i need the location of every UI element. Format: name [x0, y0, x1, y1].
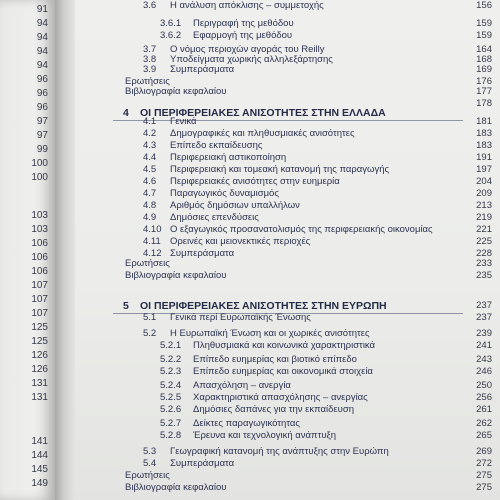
- toc-entry-title: Εφαρμογή της μεθόδου: [193, 30, 293, 41]
- toc-entry-title: Βιβλιογραφία κεφαλαίου: [125, 482, 227, 493]
- previous-page-number: 103: [31, 210, 48, 221]
- previous-page: [0, 0, 55, 500]
- toc-entry-title: Υποδείγματα χωρικής αλληλεξάρτησης: [170, 54, 333, 65]
- toc-entry-page: 209: [476, 188, 492, 199]
- toc-entry-title: Συμπεράσματα: [170, 458, 235, 469]
- table-of-contents-page: [75, 0, 500, 500]
- toc-entry-page: 237: [476, 300, 492, 311]
- previous-page-number: 94: [36, 46, 48, 57]
- toc-entry-page: 275: [476, 470, 492, 481]
- toc-entry-page: 219: [476, 212, 492, 223]
- toc-entry-title: Ερωτήσεις: [125, 470, 170, 481]
- toc-entry-number: 4: [123, 107, 129, 119]
- toc-entry-page: 213: [476, 200, 492, 211]
- toc-entry-page: 181: [476, 116, 492, 127]
- toc-entry-page: 177: [476, 86, 492, 97]
- toc-entry-title: Παραγωγικός δυναμισμός: [170, 188, 279, 199]
- toc-entry-title: Ερωτήσεις: [125, 76, 170, 87]
- toc-entry-title: Συμπεράσματα: [170, 248, 235, 259]
- toc-entry-title: Βιβλιογραφία κεφαλαίου: [125, 270, 227, 281]
- previous-page-number: 144: [31, 450, 48, 461]
- toc-entry-page: 159: [476, 30, 492, 41]
- toc-entry-title: Επίπεδο ευημερίας και οικονομικά στοιχεία: [193, 366, 373, 377]
- previous-page-number: 103: [31, 224, 48, 235]
- toc-entry-number: 4.12: [143, 248, 162, 259]
- toc-entry-page: 228: [476, 248, 492, 259]
- toc-entry-page: 265: [476, 430, 492, 441]
- toc-entry-page: 178: [476, 98, 492, 109]
- toc-entry-number: 4.10: [143, 224, 162, 235]
- toc-entry-page: 156: [476, 0, 492, 11]
- previous-page-number: 94: [36, 60, 48, 71]
- toc-entry-title: ΟΙ ΠΕΡΙΦΕΡΕΙΑΚΕΣ ΑΝΙΣΟΤΗΤΕΣ ΣΤΗΝ ΕΛΛΑΔΑ: [140, 107, 386, 119]
- toc-entry-title: ΟΙ ΠΕΡΙΦΕΡΕΙΑΚΕΣ ΑΝΙΣΟΤΗΤΕΣ ΣΤΗΝ ΕΥΡΩΠΗ: [140, 300, 387, 312]
- toc-entry-title: Περιφερειακή αστικοποίηση: [170, 152, 287, 163]
- previous-page-number: 97: [36, 130, 48, 141]
- toc-entry-page: 168: [476, 54, 492, 65]
- previous-page-number: 96: [36, 88, 48, 99]
- toc-entry-page: 275: [476, 482, 492, 493]
- toc-entry-number: 4.5: [143, 164, 157, 175]
- previous-page-number: 96: [36, 74, 48, 85]
- previous-page-number: 141: [31, 436, 48, 447]
- toc-entry-page: 191: [476, 152, 492, 163]
- toc-entry-page: 204: [476, 176, 492, 187]
- previous-page-number: 107: [31, 308, 48, 319]
- toc-entry-number: 3.7: [143, 44, 157, 55]
- toc-entry-page: 169: [476, 64, 492, 75]
- toc-entry-title: Δείκτες παραγωγικότητας: [193, 418, 300, 429]
- toc-entry-title: Ερωτήσεις: [125, 258, 170, 269]
- previous-page-number: 100: [31, 172, 48, 183]
- toc-entry-page: 272: [476, 458, 492, 469]
- toc-entry-number: 3.8: [143, 54, 157, 65]
- toc-entry-page: 183: [476, 128, 492, 139]
- toc-entry-title: Βιβλιογραφία κεφαλαίου: [125, 86, 227, 97]
- chapter-underline: [113, 120, 463, 121]
- toc-entry-page: 237: [476, 312, 492, 323]
- toc-entry-page: 269: [476, 446, 492, 457]
- toc-entry-number: 5.1: [143, 312, 157, 323]
- previous-page-number: 106: [31, 238, 48, 249]
- toc-entry-number: 4.2: [143, 128, 157, 139]
- toc-entry-title: Χαρακτηριστικά απασχόλησης – ανεργίας: [193, 392, 368, 403]
- toc-entry-title: Δημόσιες δαπάνες για την εκπαίδευση: [193, 404, 354, 415]
- toc-entry-page: 221: [476, 224, 492, 235]
- toc-entry-number: 3.9: [143, 64, 157, 75]
- toc-entry-page: 183: [476, 140, 492, 151]
- toc-entry-number: 4.1: [143, 116, 157, 127]
- toc-entry-title: Η ανάλυση απόκλισης – συμμετοχής: [170, 0, 324, 11]
- toc-entry-title: Περιφερειακή και τομεακή κατανομή της παραγωγής: [170, 164, 390, 175]
- previous-page-number: 106: [31, 252, 48, 263]
- previous-page-number: 107: [31, 280, 48, 291]
- toc-entry-title: Απασχόληση – ανεργία: [193, 380, 291, 391]
- previous-page-number: 94: [36, 18, 48, 29]
- toc-entry-page: 261: [476, 404, 492, 415]
- toc-entry-page: 225: [476, 236, 492, 247]
- toc-entry-number: 4.7: [143, 188, 157, 199]
- previous-page-number: 131: [31, 392, 48, 403]
- toc-entry-number: 4.9: [143, 212, 157, 223]
- previous-page-number: 100: [31, 158, 48, 169]
- previous-page-number: 97: [36, 116, 48, 127]
- toc-entry-page: 256: [476, 392, 492, 403]
- toc-entry-title: Έρευνα και τεχνολογική ανάπτυξη: [193, 430, 337, 441]
- previous-page-number: 126: [31, 364, 48, 375]
- toc-entry-number: 5.2.2: [160, 354, 182, 365]
- toc-entry-title: Αριθμός δημόσιων υπαλλήλων: [170, 200, 300, 211]
- toc-entry-title: Η Ευρωπαϊκή Ένωση και οι χωρικές ανισότητες: [170, 328, 370, 339]
- previous-page-number: 96: [36, 102, 48, 113]
- toc-entry-title: Περιφερειακές ανισότητες στην ευημερία: [170, 176, 340, 187]
- previous-page-number: 94: [36, 32, 48, 43]
- toc-entry-page: 164: [476, 44, 492, 55]
- previous-page-number: 99: [36, 144, 48, 155]
- toc-entry-page: 235: [476, 270, 492, 281]
- toc-entry-number: 5.2.5: [160, 392, 182, 403]
- toc-entry-title: Γεωγραφική κατανομή της ανάπτυξης στην Ευρώπη: [170, 446, 389, 457]
- toc-entry-number: 5.2: [143, 328, 157, 339]
- previous-page-number: 131: [31, 378, 48, 389]
- previous-page-number: 145: [31, 464, 48, 475]
- toc-entry-number: 5.3: [143, 446, 157, 457]
- toc-entry-number: 5.2.8: [160, 430, 182, 441]
- previous-page-number: 106: [31, 266, 48, 277]
- toc-entry-title: Δημογραφικές και πληθυσμιακές ανισότητες: [170, 128, 355, 139]
- toc-entry-number: 5.4: [143, 458, 157, 469]
- toc-entry-number: 4.11: [143, 236, 161, 247]
- previous-page-number: 149: [31, 478, 48, 489]
- toc-entry-number: 5.2.3: [160, 366, 182, 377]
- toc-entry-page: 233: [476, 258, 492, 269]
- toc-entry-page: 241: [476, 340, 492, 351]
- toc-entry-title: Ο εξαγωγικός προσανατολισμός της περιφερειακής οικονομίας: [170, 224, 433, 235]
- book-gutter: [55, 0, 75, 500]
- toc-entry-title: Ο νόμος περιοχών αγοράς του Reilly: [170, 44, 325, 55]
- previous-page-number: 125: [31, 336, 48, 347]
- toc-entry-number: 5.2.1: [160, 340, 182, 351]
- toc-entry-page: 246: [476, 366, 492, 377]
- toc-entry-title: Συμπεράσματα: [170, 64, 235, 75]
- toc-entry-title: Ορεινές και μειονεκτικές περιοχές: [170, 236, 311, 247]
- previous-page-number: 125: [31, 322, 48, 333]
- toc-entry-page: 262: [476, 418, 492, 429]
- toc-entry-number: 5.2.7: [160, 418, 182, 429]
- toc-entry-number: 5: [123, 300, 129, 312]
- toc-entry-number: 3.6.1: [160, 18, 182, 29]
- toc-entry-page: 159: [476, 18, 492, 29]
- previous-page-number: 126: [31, 350, 48, 361]
- toc-entry-number: 4.6: [143, 176, 157, 187]
- toc-entry-page: 250: [476, 380, 492, 391]
- toc-entry-number: 4.8: [143, 200, 157, 211]
- toc-entry-title: Γενικά: [170, 116, 197, 127]
- toc-entry-page: 176: [476, 76, 492, 87]
- toc-entry-number: 5.2.6: [160, 404, 182, 415]
- toc-entry-title: Περιγραφή της μεθόδου: [193, 18, 294, 29]
- previous-page-number: 107: [31, 294, 48, 305]
- toc-entry-title: Επίπεδο εκπαίδευσης: [170, 140, 263, 151]
- toc-entry-title: Επίπεδο ευημερίας και βιοτικό επίπεδο: [193, 354, 357, 365]
- toc-entry-title: Γενικά περί Ευρωπαϊκής Ένωσης: [170, 312, 311, 323]
- toc-entry-title: Πληθυσμιακά και κοινωνικά χαρακτηριστικά: [193, 340, 376, 351]
- previous-page-number: 91: [36, 4, 48, 15]
- toc-entry-page: 239: [476, 328, 492, 339]
- toc-entry-page: 243: [476, 354, 492, 365]
- toc-entry-number: 4.3: [143, 140, 157, 151]
- toc-entry-number: 4.4: [143, 152, 157, 163]
- toc-entry-number: 3.6.2: [160, 30, 182, 41]
- toc-entry-page: 197: [476, 164, 492, 175]
- toc-entry-number: 3.6: [143, 0, 157, 11]
- toc-entry-title: Δημόσιες επενδύσεις: [170, 212, 259, 223]
- toc-entry-number: 5.2.4: [160, 380, 182, 391]
